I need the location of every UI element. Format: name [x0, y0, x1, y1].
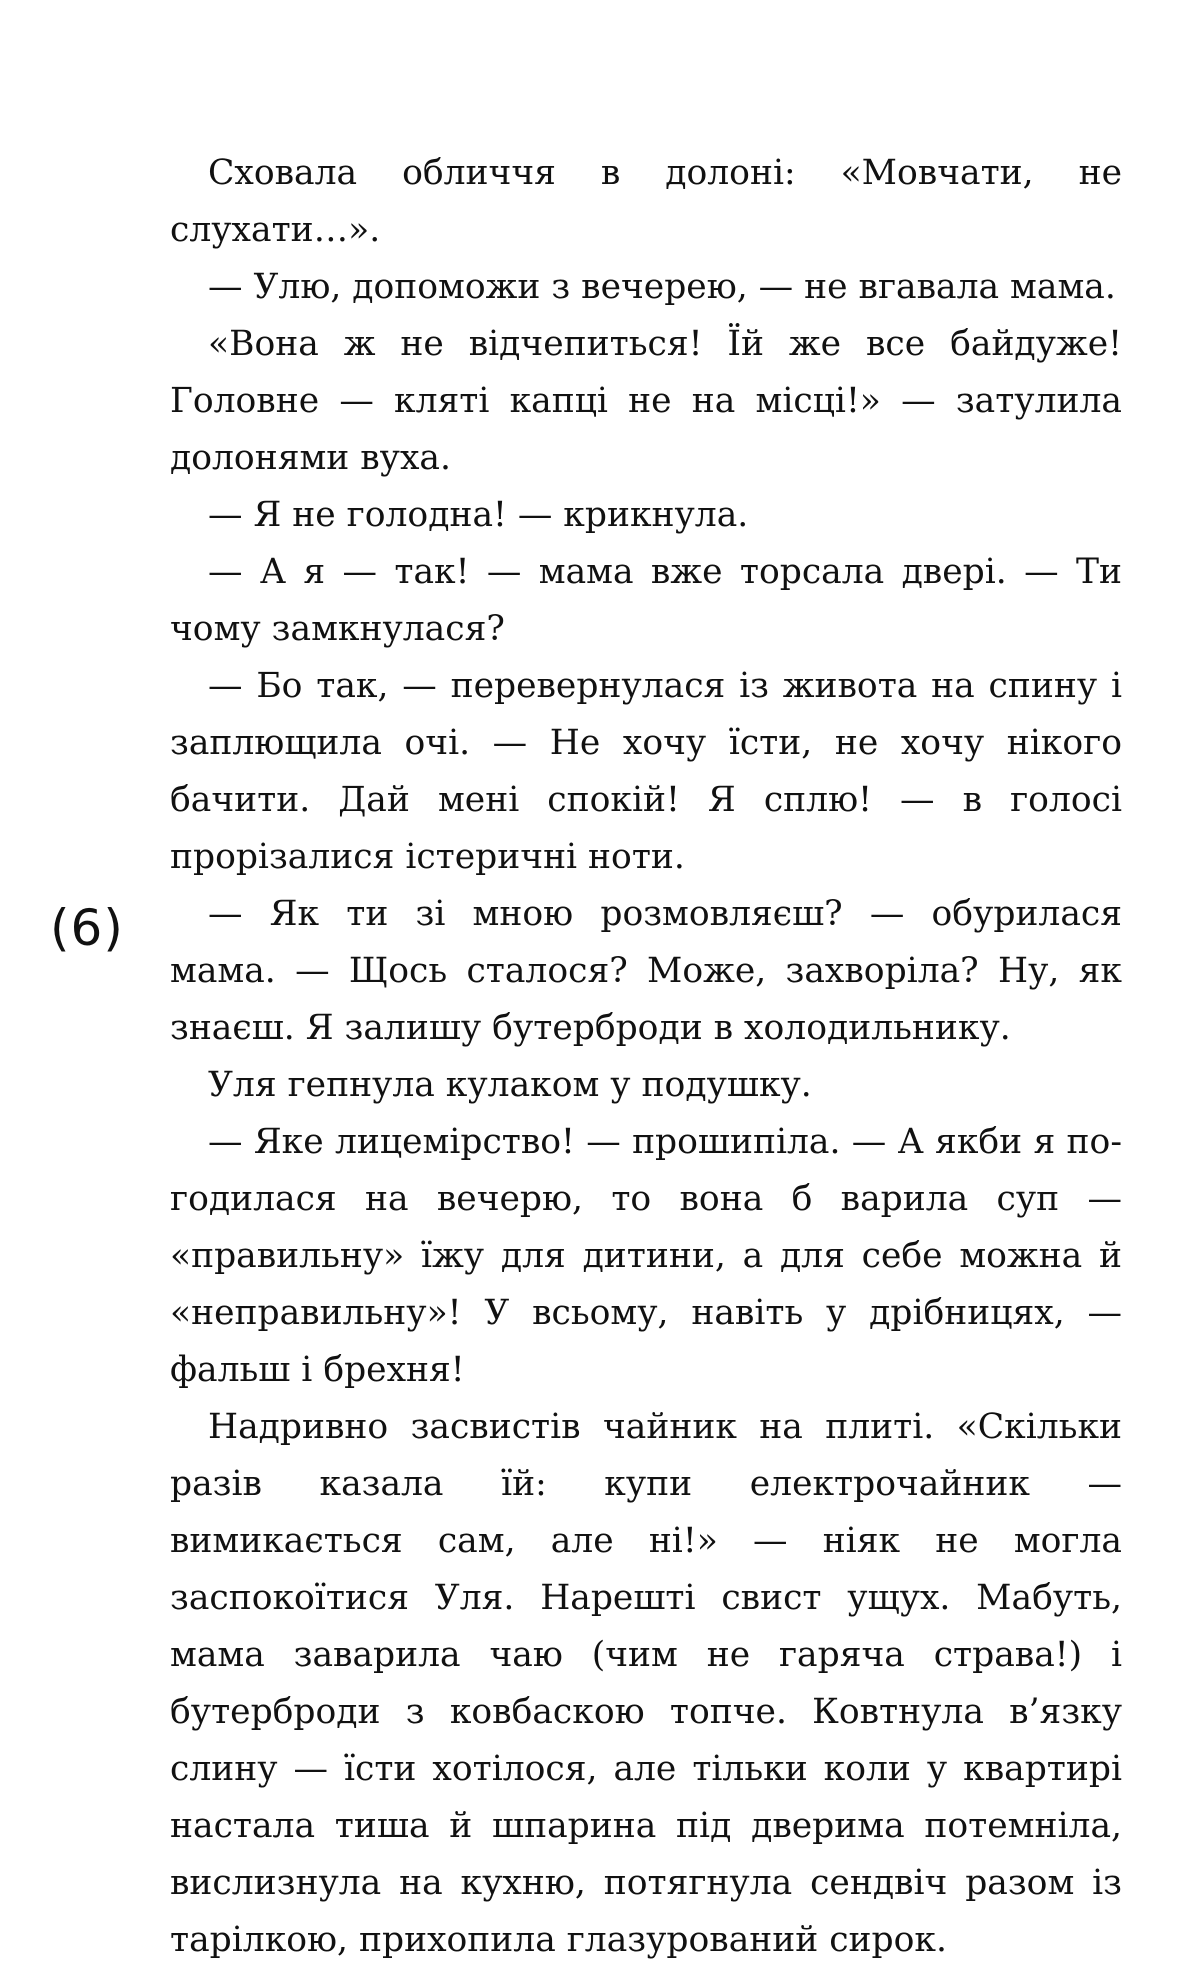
- paragraph: — Улю, допоможи з вечерею, — не вгавала мама.: [208, 267, 1116, 307]
- paragraph: Надривно засвистів чайник на плиті. «Скільки разів казала їй: купи електрочайник — вимикається сам, але ні!» — ніяк не могла заспокоїтися Уля. Нарешті свист ущух. Мабуть, мама заварила чаю (чим не гаряча страва!) і бутерброди з ковбаскою топче. Ковтнула в’язку слину — їсти хотілося, але тільки коли у квартирі настала тиша й шпарина під дверима потемніла, вислизнула на кухню, потягнула сендвіч разом із тарілкою, прихопила глазурований сирок.: [170, 1407, 1122, 1960]
- paragraph: — Я не голодна! — крикнула.: [208, 495, 749, 535]
- paragraph: — А я — так! — мама вже торсала двері. — Ти чому замкнулася?: [170, 552, 1122, 649]
- paragraph: — Яке лицемірство! — прошипіла. — А якби я погодилася на вечерю, то вона б варила суп — «правильну» їжу для дитини, а для себе можна й «неправильну»! У всьому, навіть у дрібницях, — фальш і брехня!: [170, 1122, 1122, 1390]
- paragraph: — Бо так, — перевернулася із живота на спину і заплющила очі. — Не хочу їсти, не хочу нікого бачити. Дай мені спокій! Я сплю! — в голосі прорізалися істеричні ноти.: [170, 666, 1122, 877]
- paragraph: «Вона ж не відчепиться! Їй же все байдуже! Головне — кляті капці не на місці!» — затулила долонями вуха.: [170, 324, 1122, 478]
- page-number: (6): [50, 899, 124, 957]
- paragraph: Уля гепнула кулаком у подушку.: [208, 1065, 812, 1105]
- paragraph: — Як ти зі мною розмовляєш? — обурилася мама. — Щось сталося? Може, захворіла? Ну, як знаєш. Я залишу бутерброди в холодильнику.: [170, 894, 1122, 1048]
- body-text: [170, 145, 1122, 1969]
- paragraph: Сховала обличчя в долоні: «Мовчати, не слухати…».: [170, 153, 1122, 250]
